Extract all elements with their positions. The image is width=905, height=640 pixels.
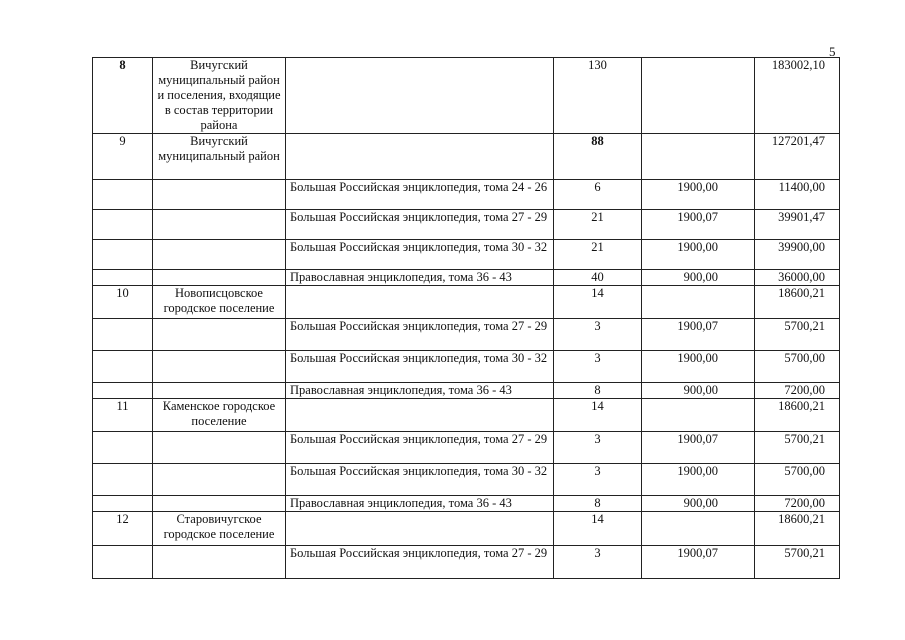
total-sum: 5700,21 [755,546,840,579]
total-sum: 18600,21 [755,512,840,546]
total-sum: 5700,00 [755,351,840,383]
recipient-name [153,546,286,579]
recipient-name: Вичугский муниципальный район и поселения, входящие в состав территории района [153,58,286,134]
quantity: 3 [554,546,642,579]
edition-title: Православная энциклопедия, тома 36 - 43 [286,270,554,286]
row-number: 12 [93,512,153,546]
recipient-name: Новописцовское городское поселение [153,286,286,319]
edition-title: Большая Российская энциклопедия, тома 30 - 32 [286,351,554,383]
recipient-name [153,464,286,496]
edition-title: Большая Российская энциклопедия, тома 30 - 32 [286,240,554,270]
quantity: 21 [554,240,642,270]
row-number [93,383,153,399]
quantity: 3 [554,432,642,464]
row-number [93,432,153,464]
row-number [93,496,153,512]
quantity: 8 [554,383,642,399]
total-sum: 5700,21 [755,319,840,351]
unit-price: 1900,07 [642,210,755,240]
unit-price [642,58,755,134]
row-number [93,319,153,351]
quantity: 3 [554,351,642,383]
recipient-name [153,383,286,399]
table-row [93,546,840,579]
table-row [93,319,840,351]
unit-price [642,512,755,546]
total-sum: 18600,21 [755,286,840,319]
unit-price: 1900,00 [642,240,755,270]
quantity: 6 [554,180,642,210]
row-number: 11 [93,399,153,432]
edition-title [286,134,554,180]
row-number [93,240,153,270]
table-row [93,351,840,383]
edition-title: Православная энциклопедия, тома 36 - 43 [286,383,554,399]
edition-title [286,399,554,432]
table-row [93,464,840,496]
quantity: 8 [554,496,642,512]
table-row [93,134,840,180]
row-number [93,464,153,496]
table-row [93,432,840,464]
recipient-name [153,319,286,351]
row-number: 10 [93,286,153,319]
edition-title: Большая Российская энциклопедия, тома 24 - 26 [286,180,554,210]
edition-title: Большая Российская энциклопедия, тома 27 - 29 [286,432,554,464]
total-sum: 7200,00 [755,383,840,399]
edition-title: Большая Российская энциклопедия, тома 27 - 29 [286,546,554,579]
recipient-name: Вичугский муниципальный район [153,134,286,180]
recipient-name [153,432,286,464]
table-row [93,210,840,240]
quantity: 14 [554,399,642,432]
table-row [93,383,840,399]
table-row [93,496,840,512]
row-number [93,210,153,240]
unit-price [642,399,755,432]
recipient-name [153,351,286,383]
quantity: 21 [554,210,642,240]
edition-title [286,512,554,546]
quantity: 88 [554,134,642,180]
table-row [93,512,840,546]
unit-price: 900,00 [642,270,755,286]
unit-price [642,134,755,180]
recipient-name [153,270,286,286]
table-row [93,399,840,432]
table-row [93,286,840,319]
table-row [93,58,840,134]
total-sum: 5700,21 [755,432,840,464]
unit-price: 1900,07 [642,432,755,464]
recipient-name [153,180,286,210]
edition-title [286,286,554,319]
quantity: 40 [554,270,642,286]
unit-price: 900,00 [642,383,755,399]
total-sum: 39901,47 [755,210,840,240]
table-row [93,180,840,210]
row-number [93,351,153,383]
quantity: 3 [554,319,642,351]
recipient-name [153,496,286,512]
unit-price: 900,00 [642,496,755,512]
row-number [93,270,153,286]
quantity: 14 [554,286,642,319]
total-sum: 11400,00 [755,180,840,210]
row-number [93,180,153,210]
total-sum: 183002,10 [755,58,840,134]
row-number: 8 [93,58,153,134]
total-sum: 18600,21 [755,399,840,432]
total-sum: 36000,00 [755,270,840,286]
page-number: 5 [829,44,836,59]
recipient-name [153,240,286,270]
total-sum: 39900,00 [755,240,840,270]
edition-title: Большая Российская энциклопедия, тома 27 - 29 [286,210,554,240]
distribution-table [92,57,840,579]
recipient-name [153,210,286,240]
unit-price: 1900,00 [642,180,755,210]
row-number: 9 [93,134,153,180]
recipient-name: Старовичугское городское поселение [153,512,286,546]
total-sum: 7200,00 [755,496,840,512]
unit-price: 1900,00 [642,351,755,383]
quantity: 130 [554,58,642,134]
edition-title: Большая Российская энциклопедия, тома 30 - 32 [286,464,554,496]
unit-price: 1900,07 [642,319,755,351]
unit-price: 1900,07 [642,546,755,579]
edition-title [286,58,554,134]
quantity: 14 [554,512,642,546]
unit-price [642,286,755,319]
quantity: 3 [554,464,642,496]
table-row [93,240,840,270]
total-sum: 5700,00 [755,464,840,496]
unit-price: 1900,00 [642,464,755,496]
row-number [93,546,153,579]
edition-title: Православная энциклопедия, тома 36 - 43 [286,496,554,512]
total-sum: 127201,47 [755,134,840,180]
table-row [93,270,840,286]
edition-title: Большая Российская энциклопедия, тома 27 - 29 [286,319,554,351]
recipient-name: Каменское городское поселение [153,399,286,432]
